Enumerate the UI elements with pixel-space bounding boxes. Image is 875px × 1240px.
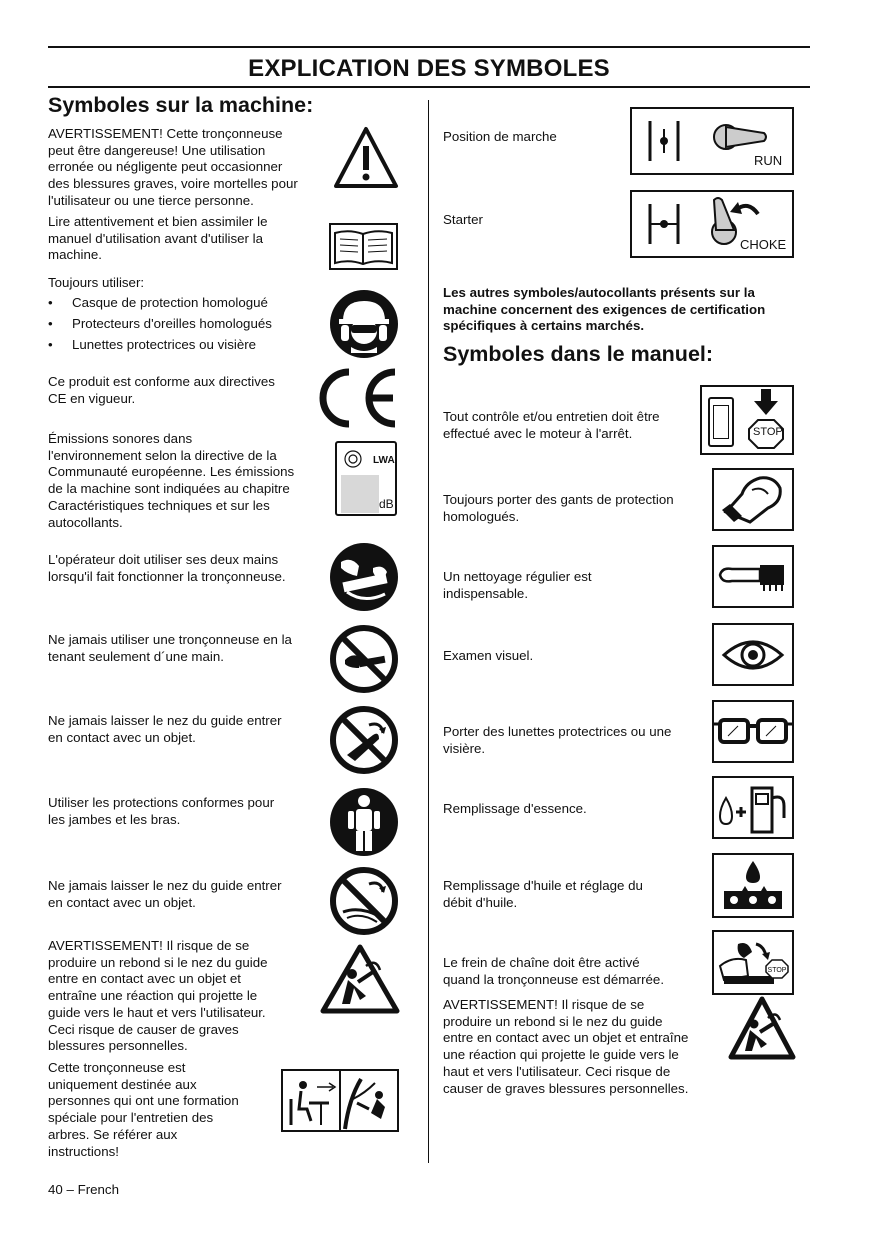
two-hands-text: L'opérateur doit utiliser ses deux mains lorsqu'il fait fonctionner la tronçonneuse. [48, 552, 286, 584]
kickback-warning-text: AVERTISSEMENT! Il risque de se produire un rebond si le nez du guide entre en contact avec un objet et entraîne une réaction qui projette le guide vers le haut et vers l'utilisateur. Ceci risque de causer de graves blessures personnelles. [48, 938, 268, 1054]
always-use-label: Toujours utiliser: [48, 275, 145, 290]
cleaning-text: Un nettoyage régulier est indispensable. [443, 569, 592, 601]
switch-run-symbol-icon [644, 119, 684, 163]
kickback-warning-icon [320, 944, 400, 1014]
page-footer: 40 – French [48, 1182, 119, 1197]
warning-triangle-icon [333, 126, 399, 190]
noise-db-label: dB [379, 497, 394, 511]
noise-lwa-label: LWA [373, 455, 395, 466]
brush-icon [712, 545, 794, 608]
run-position-icon [630, 107, 794, 175]
brake-stop-sign-text: STOP [767, 967, 787, 974]
ce-mark-icon [309, 366, 401, 430]
tree-care-text: Cette tronçonneuse est uniquement destinée aux personnes qui ont une formation spéciale pour l'entretien des arbres. Se référer aux instructions! [48, 1060, 239, 1159]
bullet-item: • Casque de protection homologué [48, 295, 268, 310]
gloves-icon [712, 468, 794, 531]
kickback-warning-text: AVERTISSEMENT! Il risque de se produire un rebond si le nez du guide entre en contact avec un objet et entraîne une réaction qui projette le guide vers le haut et vers l'utilisateur. Ceci risque de causer de graves blessures personnelles. [443, 997, 689, 1096]
fuel-pump-icon [712, 776, 794, 839]
fuel-text: Remplissage d'essence. [443, 801, 587, 816]
gloves-text: Toujours porter des gants de protection homologués. [443, 492, 674, 524]
tree-care-training-icon [281, 1069, 399, 1132]
header-top-rule [48, 46, 810, 48]
oil-chain-icon [712, 853, 794, 918]
switch-choke-symbol-icon [644, 202, 684, 246]
stop-sign-text: STOP [753, 426, 783, 438]
other-symbols-note: Les autres symboles/autocollants présents sur la machine concernent des exigences de certification spécifiques à certains marchés. [443, 285, 766, 334]
noise-text: Émissions sonores dans l'environnement selon la directive de la Communauté européenne. Les émissions de la machine sont indiquées au chapitre Caractéristiques techniques et sur les autocollants. [48, 431, 295, 530]
chain-brake-icon [712, 930, 794, 995]
down-arrow-icon [752, 389, 780, 417]
column-divider [428, 100, 429, 1163]
bullet-item: • Lunettes protectrices ou visière [48, 337, 257, 352]
one-hand-text: Ne jamais utiliser une tronçonneuse en la tenant seulement d´une main. [48, 632, 292, 664]
engine-stop-icon [700, 385, 794, 455]
protection-text: Utiliser les protections conformes pour les jambes et les bras. [48, 795, 275, 827]
left-heading: Symboles sur la machine: [48, 93, 314, 117]
manual-text: Lire attentivement et bien assimiler le manuel d'utilisation avant d'utiliser la machine. [48, 214, 268, 263]
warning-text: AVERTISSEMENT! Cette tronçonneuse peut être dangereuse! Une utilisation erronée ou négligente peut occasionner des blessures graves, voire mortelles pour l'utilisateur ou une tierce personne. [48, 126, 298, 208]
safety-glasses-text: Porter des lunettes protectrices ou une visière. [443, 724, 672, 756]
eye-icon [712, 623, 794, 686]
helmet-ear-eye-protection-icon [329, 289, 399, 359]
manual-book-icon [329, 223, 398, 270]
run-position-label: Position de marche [443, 129, 557, 144]
bullet-item: • Protecteurs d'oreilles homologués [48, 316, 272, 331]
oil-text: Remplissage d'huile et réglage du débit d'huile. [443, 878, 643, 910]
visual-check-text: Examen visuel. [443, 648, 534, 663]
no-nose-contact-icon [329, 705, 399, 775]
ce-text: Ce produit est conforme aux directives CE en vigueur. [48, 374, 275, 406]
engine-stop-text: Tout contrôle et/ou entretien doit être effectué avec le moteur à l'arrêt. [443, 409, 660, 441]
starter-label: Starter [443, 212, 483, 227]
safety-glasses-icon [712, 700, 794, 763]
no-one-hand-icon [329, 624, 399, 694]
noise-level-shaded-area [341, 475, 379, 513]
engine-switch-inner [713, 405, 729, 439]
two-hands-icon [329, 542, 399, 612]
right-heading: Symboles dans le manuel: [443, 342, 714, 366]
speaker-icon [343, 449, 363, 469]
run-icon-text: RUN [754, 153, 783, 168]
page-title: EXPLICATION DES SYMBOLES [248, 55, 610, 82]
no-nose-contact-icon [329, 866, 399, 936]
protective-clothing-icon [329, 787, 399, 857]
choke-position-icon [630, 190, 794, 258]
chain-brake-text: Le frein de chaîne doit être activé quand la tronçonneuse est démarrée. [443, 955, 665, 987]
nose-contact-text: Ne jamais laisser le nez du guide entrer en contact avec un objet. [48, 878, 282, 910]
kickback-warning-icon [728, 996, 796, 1060]
noise-level-icon [335, 441, 397, 516]
throttle-lever-icon [712, 119, 768, 155]
header-bottom-rule [48, 86, 810, 88]
nose-contact-text: Ne jamais laisser le nez du guide entrer en contact avec un objet. [48, 713, 282, 745]
choke-icon-text: CHOKE [740, 237, 787, 252]
